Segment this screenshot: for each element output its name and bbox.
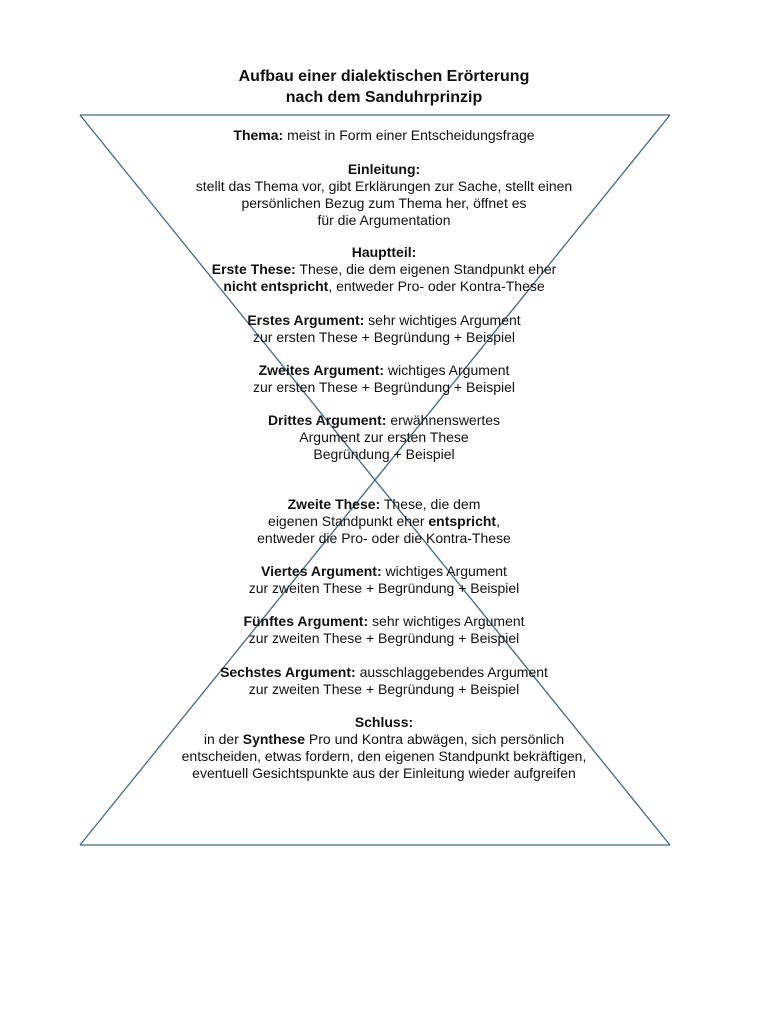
argument-4-line-2: zur zweiten These + Begründung + Beispiel bbox=[248, 580, 520, 596]
argument-1-label: Erstes Argument: bbox=[247, 312, 365, 328]
zweite-these-line-2-pre: eigenen Standpunkt eher bbox=[268, 513, 429, 529]
thema-label: Thema: bbox=[233, 127, 284, 143]
schluss-line-3: eventuell Gesichtspunkte aus der Einleitung wieder aufgreifen bbox=[192, 765, 576, 781]
schluss-line-1-post: Pro und Kontra abwägen, sich persönlich bbox=[305, 731, 565, 747]
argument-2-label: Zweites Argument: bbox=[258, 362, 385, 378]
argument-3-label: Drittes Argument: bbox=[267, 412, 387, 428]
hauptteil-label: Hauptteil: bbox=[351, 244, 417, 260]
argument-2-line-2: zur ersten These + Begründung + Beispiel bbox=[252, 379, 516, 395]
einleitung-line-1: stellt das Thema vor, gibt Erklärungen zur Sache, stellt einen bbox=[195, 178, 573, 194]
argument-5-line-2: zur zweiten These + Begründung + Beispiel bbox=[248, 630, 520, 646]
argument-6-text: ausschlaggebendes Argument bbox=[355, 664, 548, 680]
schluss-label: Schluss: bbox=[354, 714, 414, 730]
title-line-2: nach dem Sanduhrprinzip bbox=[285, 89, 483, 106]
zweite-these-label: Zweite These: bbox=[287, 496, 381, 512]
zweite-these-line-3: entweder die Pro- oder die Kontra-These bbox=[257, 530, 511, 546]
schluss-synthese: Synthese bbox=[242, 731, 305, 747]
schluss-line-1-pre: in der bbox=[203, 731, 243, 747]
title-line-1: Aufbau einer dialektischen Erörterung bbox=[238, 68, 530, 85]
schluss-block bbox=[100, 714, 668, 782]
thema-block bbox=[100, 127, 668, 144]
argument-4-label: Viertes Argument: bbox=[261, 563, 382, 579]
argument-2-text: wichtiges Argument bbox=[384, 362, 510, 378]
erste-these-label: Erste These: bbox=[211, 261, 296, 277]
zweite-these-emphasis: entspricht bbox=[428, 513, 497, 529]
argument-1-text: sehr wichtiges Argument bbox=[364, 312, 521, 328]
einleitung-label: Einleitung: bbox=[347, 161, 421, 177]
zweite-these-block bbox=[100, 496, 668, 547]
argument-6-label: Sechstes Argument: bbox=[220, 664, 356, 680]
argument-1-block bbox=[100, 312, 668, 346]
argument-1-line-2: zur ersten These + Begründung + Beispiel bbox=[252, 329, 516, 345]
argument-5-block bbox=[100, 613, 668, 647]
argument-3-line-2: Argument zur ersten These bbox=[299, 429, 469, 445]
argument-3-block bbox=[100, 412, 668, 463]
erste-these-text: These, die dem eigenen Standpunkt eher bbox=[295, 261, 557, 277]
schluss-line-2: entscheiden, etwas fordern, den eigenen Standpunkt bekräftigen, bbox=[181, 748, 587, 764]
argument-5-label: Fünftes Argument: bbox=[243, 613, 369, 629]
einleitung-line-3: für die Argumentation bbox=[317, 212, 451, 228]
argument-2-block bbox=[100, 362, 668, 396]
erste-these-text-2: , entweder Pro- oder Kontra-These bbox=[328, 278, 545, 294]
zweite-these-text: These, die dem bbox=[380, 496, 481, 512]
hauptteil-block bbox=[100, 244, 668, 295]
argument-3-line-3: Begründung + Beispiel bbox=[313, 446, 455, 462]
argument-6-block bbox=[100, 664, 668, 698]
argument-4-block bbox=[100, 563, 668, 597]
argument-4-text: wichtiges Argument bbox=[381, 563, 507, 579]
zweite-these-line-2-post: , bbox=[496, 513, 500, 529]
einleitung-block bbox=[100, 161, 668, 229]
erste-these-emphasis: nicht entspricht bbox=[223, 278, 329, 294]
thema-text: meist in Form einer Entscheidungsfrage bbox=[283, 127, 535, 143]
argument-6-line-2: zur zweiten These + Begründung + Beispiel bbox=[248, 681, 520, 697]
argument-3-text: erwähnenswertes bbox=[386, 412, 501, 428]
einleitung-line-2: persönlichen Bezug zum Thema her, öffnet es bbox=[241, 195, 527, 211]
argument-5-text: sehr wichtiges Argument bbox=[368, 613, 525, 629]
